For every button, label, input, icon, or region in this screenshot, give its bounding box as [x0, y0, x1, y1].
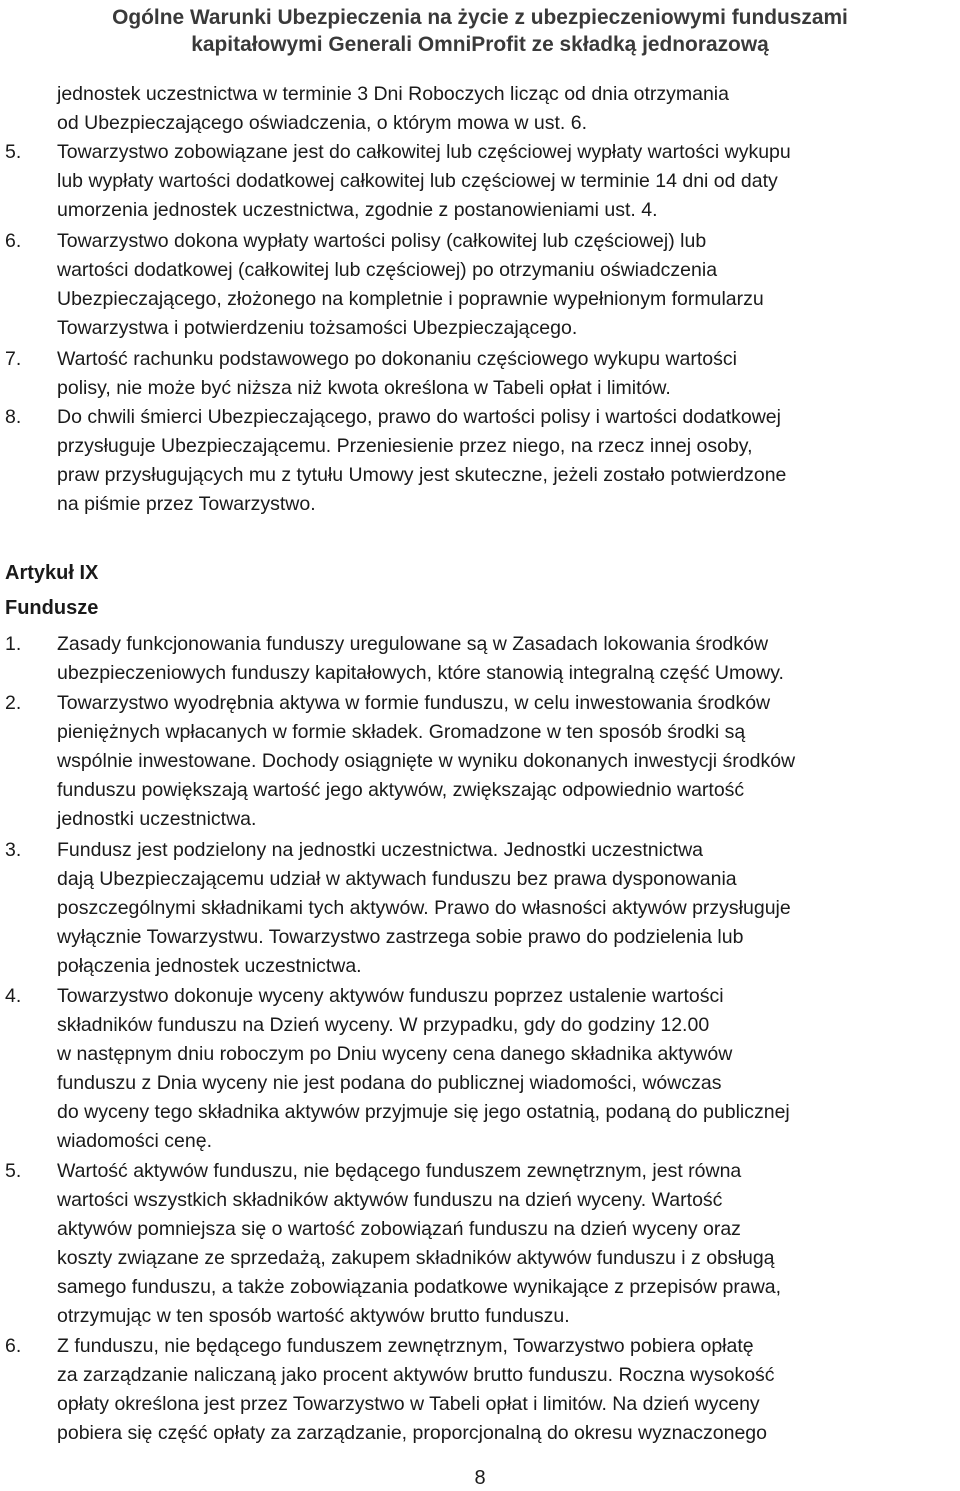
text-line: wiadomości cenę. — [57, 1130, 212, 1152]
text-line: umorzenia jednostek uczestnictwa, zgodnie z postanowieniami ust. 4. — [57, 199, 658, 221]
text-line: Towarzystwo zobowiązane jest do całkowitej lub częściowej wypłaty wartości wykupu — [57, 141, 791, 163]
text-line: przysługuje Ubezpieczającemu. Przeniesienie przez niego, na rzecz innej osoby, — [57, 435, 753, 457]
text-line: składników funduszu na Dzień wyceny. W przypadku, gdy do godziny 12.00 — [57, 1014, 710, 1036]
article-subheading: Fundusze — [5, 597, 99, 619]
text-line: Towarzystwo dokona wypłaty wartości polisy (całkowitej lub częściowej) lub — [57, 230, 707, 252]
text-line: wspólnie inwestowane. Dochody osiągnięte w wyniku dokonanych inwestycji środków — [57, 750, 796, 772]
text-line: pobiera się część opłaty za zarządzanie, proporcjonalną do okresu wyznaczonego — [57, 1422, 767, 1444]
text-line: Fundusz jest podzielony na jednostki uczestnictwa. Jednostki uczestnictwa — [57, 839, 704, 861]
item-number: 6. — [5, 230, 22, 252]
item-number: 1. — [5, 633, 22, 655]
item-number: 8. — [5, 406, 22, 428]
text-line: Z funduszu, nie będącego funduszem zewnętrznym, Towarzystwo pobiera opłatę — [57, 1335, 754, 1357]
text-line: połączenia jednostek uczestnictwa. — [57, 955, 362, 977]
text-line: za zarządzanie naliczaną jako procent aktywów brutto funduszu. Roczna wysokość — [57, 1364, 775, 1386]
text-line: Zasady funkcjonowania funduszy uregulowane są w Zasadach lokowania środków — [57, 633, 769, 655]
text-line: poszczególnymi składnikami tych aktywów. Prawo do własności aktywów przysługuje — [57, 897, 791, 919]
item-number: 7. — [5, 348, 22, 370]
text-line: Ubezpieczającego, złożonego na kompletnie i poprawnie wypełnionym formularzu — [57, 288, 764, 310]
header-line-2: kapitałowymi Generali OmniProfit ze składką jednorazową — [191, 33, 769, 56]
text-line: wartości wszystkich składników aktywów funduszu na dzień wyceny. Wartość — [57, 1189, 723, 1211]
text-line: dają Ubezpieczającemu udział w aktywach funduszu bez prawa dysponowania — [57, 868, 737, 890]
item-number: 6. — [5, 1335, 22, 1357]
text-line: Wartość aktywów funduszu, nie będącego funduszem zewnętrznym, jest równa — [57, 1160, 742, 1182]
text-line: funduszu powiększają wartość jego aktywów, zwiększając odpowiednio wartość — [57, 779, 745, 801]
text-line: koszty związane ze sprzedażą, zakupem składników aktywów funduszu i z obsługą — [57, 1247, 775, 1269]
item-number: 5. — [5, 1160, 22, 1182]
text-line: Do chwili śmierci Ubezpieczającego, prawo do wartości polisy i wartości dodatkowej — [57, 406, 781, 428]
text-line: Towarzystwo dokonuje wyceny aktywów funduszu poprzez ustalenie wartości — [57, 985, 724, 1007]
item-number: 4. — [5, 985, 22, 1007]
text-line: do wyceny tego składnika aktywów przyjmuje się jego ostatnią, podaną do publicznej — [57, 1101, 790, 1123]
page-number: 8 — [474, 1467, 486, 1489]
text-line: jednostek uczestnictwa w terminie 3 Dni Roboczych licząc od dnia otrzymania — [57, 83, 729, 105]
text-line: Towarzystwa i potwierdzeniu tożsamości Ubezpieczającego. — [57, 317, 578, 339]
item-number: 2. — [5, 692, 22, 714]
text-line: otrzymując w ten sposób wartość aktywów brutto funduszu. — [57, 1305, 570, 1327]
header-line-1: Ogólne Warunki Ubezpieczenia na życie z ubezpieczeniowymi funduszami — [112, 6, 848, 29]
text-line: pieniężnych wpłacanych w formie składek. Gromadzone w ten sposób środki są — [57, 721, 746, 743]
text-line: od Ubezpieczającego oświadczenia, o którym mowa w ust. 6. — [57, 112, 588, 134]
text-line: wartości dodatkowej (całkowitej lub częściowej) po otrzymaniu oświadczenia — [57, 259, 718, 281]
item-number: 3. — [5, 839, 22, 861]
text-line: praw przysługujących mu z tytułu Umowy jest skuteczne, jeżeli zostało potwierdzone — [57, 464, 787, 486]
text-line: Towarzystwo wyodrębnia aktywa w formie funduszu, w celu inwestowania środków — [57, 692, 771, 714]
text-line: wyłącznie Towarzystwu. Towarzystwo zastrzega sobie prawo do podzielenia lub — [57, 926, 744, 948]
text-line: samego funduszu, a także zobowiązania podatkowe wynikające z przepisów prawa, — [57, 1276, 782, 1298]
text-line: opłaty określona jest przez Towarzystwo w Tabeli opłat i limitów. Na dzień wyceny — [57, 1393, 760, 1415]
text-line: funduszu z Dnia wyceny nie jest podana do publicznej wiadomości, wówczas — [57, 1072, 722, 1094]
text-line: lub wypłaty wartości dodatkowej całkowitej lub częściowej w terminie 14 dni od daty — [57, 170, 778, 192]
text-line: Wartość rachunku podstawowego po dokonaniu częściowego wykupu wartości — [57, 348, 737, 370]
text-line: jednostki uczestnictwa. — [57, 808, 257, 830]
document-header — [0, 4, 960, 58]
text-line: w następnym dniu roboczym po Dniu wyceny cena danego składnika aktywów — [57, 1043, 733, 1065]
item-number: 5. — [5, 141, 22, 163]
text-line: na piśmie przez Towarzystwo. — [57, 493, 316, 515]
text-line: polisy, nie może być niższa niż kwota określona w Tabeli opłat i limitów. — [57, 377, 671, 399]
article-heading: Artykuł IX — [5, 562, 99, 584]
text-line: aktywów pomniejsza się o wartość zobowiązań funduszu na dzień wyceny oraz — [57, 1218, 741, 1240]
text-line: ubezpieczeniowych funduszy kapitałowych, które stanowią integralną część Umowy. — [57, 662, 784, 684]
